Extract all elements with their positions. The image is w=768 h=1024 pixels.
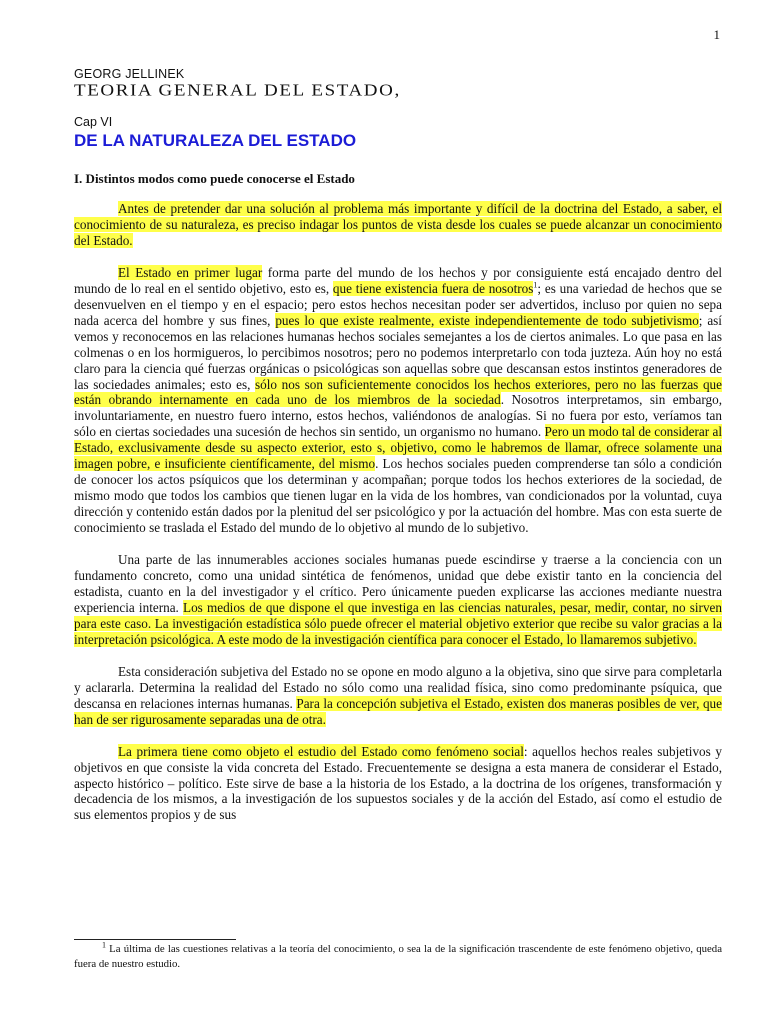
highlighted-text: Pero un modo tal de considerar al Estado, exclusivamente desde su aspecto exterior, esto s, objetivo, como le habremos de llamar, ofrece solamente una imagen pobre, e insuficiente científicamente, del mismo <box>74 424 722 472</box>
footnote-divider <box>74 939 236 940</box>
paragraph <box>74 201 722 249</box>
highlighted-text: sólo nos son suficientemente conocidos los hechos exteriores, pero no las fuerzas que están obrando internamente en cada uno de los miembros de la sociedad <box>74 376 722 408</box>
highlighted-text: Para la concepción subjetiva el Estado, existen dos maneras posibles de ver, que han de ser rigurosamente separadas una de otra. <box>74 695 722 727</box>
highlighted-text: El Estado en primer lugar <box>118 264 263 280</box>
chapter-title: DE LA NATURALEZA DEL ESTADO <box>74 131 357 150</box>
author-name: GEORG JELLINEK <box>74 67 185 81</box>
section-heading: I. Distintos modos como puede conocerse el Estado <box>74 171 355 186</box>
footnote <box>74 942 722 971</box>
footnote-reference[interactable]: 1 <box>533 280 538 290</box>
body-text <box>74 201 722 839</box>
highlighted-text: que tiene existencia fuera de nosotros <box>332 280 534 296</box>
paragraph <box>74 265 722 536</box>
footnote-marker: 1 <box>102 940 106 950</box>
paragraph <box>74 744 722 824</box>
highlighted-text: Los medios de que dispone el que investiga en las ciencias naturales, pesar, medir, contar, no sirven para este caso. La investigación estadística sólo puede ofrecer el material objetivo exterior que recibe su valor gracias a la interpretación psicológica. A este modo de la investigación científica para conocer el Estado, lo llamaremos subjetivo. <box>74 599 722 647</box>
highlighted-text: La primera tiene como objeto el estudio del Estado como fenómeno social <box>118 743 524 759</box>
highlighted-text: Antes de pretender dar una solución al problema más importante y difícil de la doctrina del Estado, a saber, el conocimiento de su naturaleza, es preciso indagar los puntos de vista desde los cuales se puede alcanzar un conocimiento del Estado. <box>74 201 722 248</box>
text-segment: ; así vemos y reconocemos en las relaciones humanas hechos sociales semejantes a los de ciertos animales. Lo que pasa en las colmenas o en los hormigueros, lo percibimos nosotros; pero no podemos interpretarlo con toda juzteza. Aún hoy no está claro para la ciencia qué fuerzas orgánicas o psicológicas son aquellas sobre que descansan estos instintos generadores de las sociedades animales; esto es, <box>74 312 722 392</box>
paragraph <box>74 664 722 728</box>
text-segment: : aquellos hechos reales subjetivos y objetivos en que consiste la vida concreta del Estado. Frecuentemente se designa a esta manera de considerar el Estado, aspecto histórico – político. Este sirve de base a la historia de los Estado, a la doctrina de los orígenes, transformación y decadencia de los mismos, a la investigación de los supuestos sociales y de la acción del Estado, así como el estudio de sus elementos propios y de sus <box>74 743 722 823</box>
highlighted-text: pues lo que existe realmente, existe independientemente de todo subjetivismo <box>275 312 699 328</box>
text-segment: . Nosotros interpretamos, sin embargo, involuntariamente, en nuestro fuero interno, estos hechos, valiéndonos de analogías. Si no fuera por esto, veríamos tan sólo en ciertas sociedades una sucesión de hechos sin sentido, un organismo no humano. <box>74 392 722 440</box>
page-number: 1 <box>713 27 720 42</box>
footnote-text: La última de las cuestiones relativas a la teoría del conocimiento, o sea la de la significación trascendente de este fenómeno objetivo, queda fuera de nuestro estudio. <box>74 943 722 970</box>
text-segment: Esta consideración subjetiva del Estado no se opone en modo alguno a la objetiva, sino que sirve para completarla y aclararla. Determina la realidad del Estado no sólo como una realidad física, sino como predominante psíquica, que descansa en relaciones internas humanas. <box>74 663 722 711</box>
paragraph <box>74 552 722 648</box>
book-title: TEORIA GENERAL DEL ESTADO, <box>74 81 401 100</box>
text-segment: Una parte de las innumerables acciones sociales humanas puede escindirse y traerse a la conciencia con un fundamento concreto, como una unidad sintética de fenómenos, unidad que debe existir tanto en la conciencia del estadista, cuanto en la del investigador y el crítico. Pero únicamente pueden explicarse las acciones mediante nuestra experiencia interna. <box>74 552 722 615</box>
text-segment: ; es una variedad de hechos que se desenvuelven en el tiempo y en el espacio; pero estos hechos necesitan poder ser advertidos, incluso por quien no sepa nada acerca del hombre y sus fines, <box>74 280 722 328</box>
text-segment: . Los hechos sociales pueden comprenderse tan sólo a condición de conocer los actos psíquicos que los determinan y acompañan; porque todos los hechos exteriores de la sociedad, de mismo modo que todos los cambios que tienen lugar en la vida de los hombres, van condicionados por la voluntad, cuya dirección y contenido están dados por la plenitud del ser psicológico y por la actuación del hombre. Mas con esta suerte de conocimiento se traslada el Estado del mundo de lo objetivo al mundo de lo subjetivo. <box>74 456 723 536</box>
chapter-label: Cap VI <box>74 115 113 129</box>
text-segment: forma parte del mundo de los hechos y por consiguiente está encajado dentro del mundo de lo real en el sentido objetivo, esto es, <box>74 264 722 296</box>
